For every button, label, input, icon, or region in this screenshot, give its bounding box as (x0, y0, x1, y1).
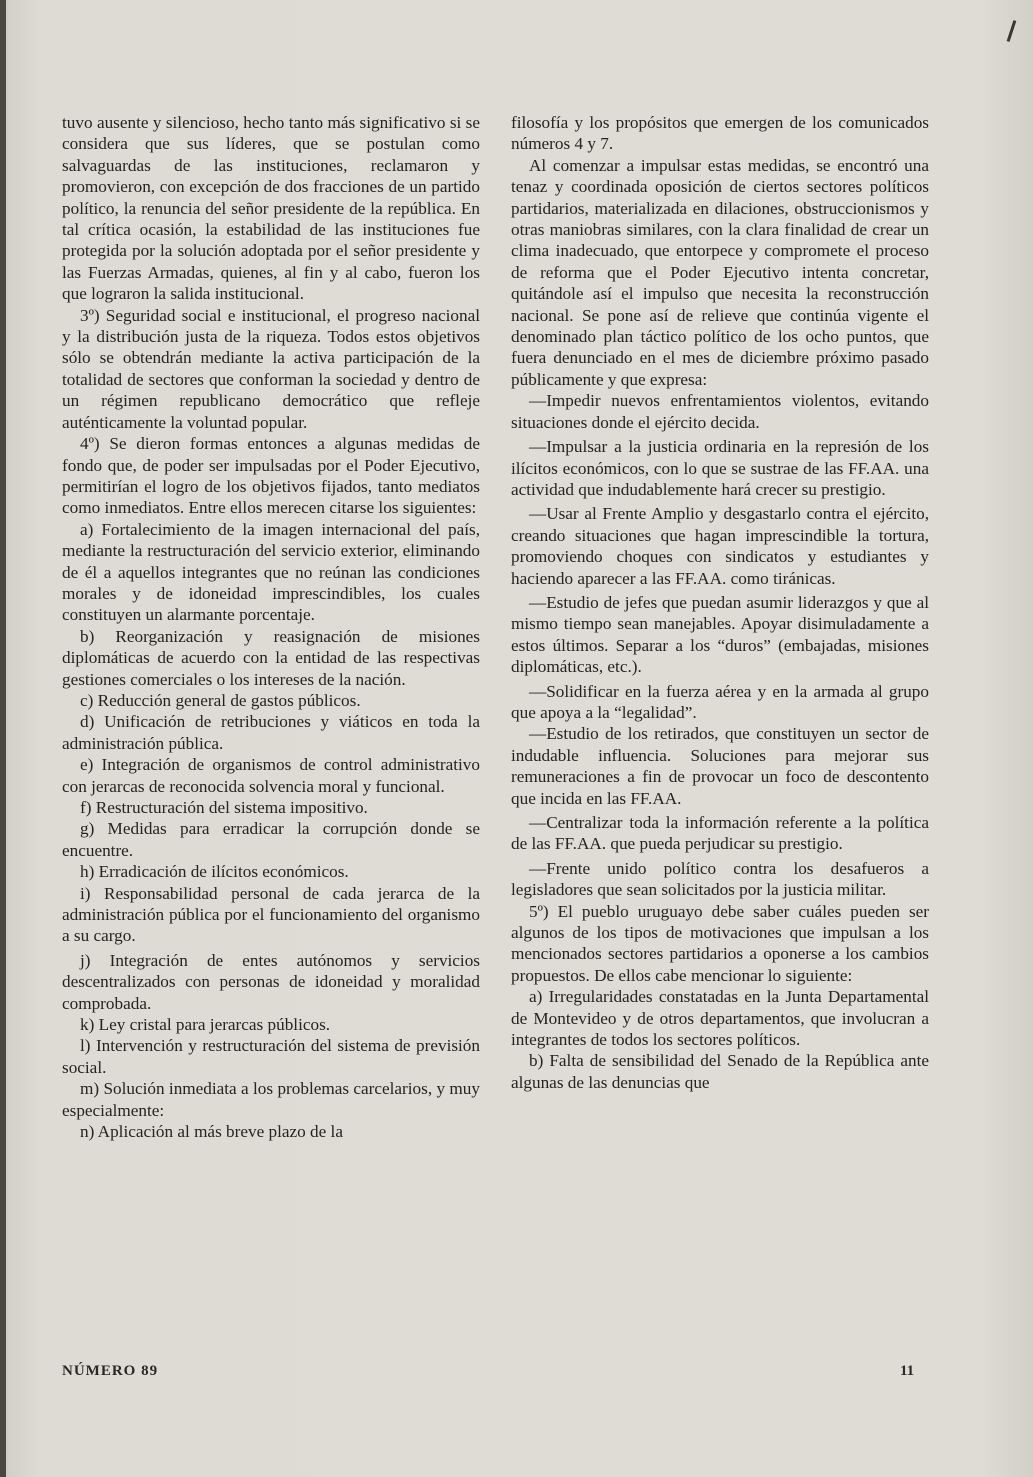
paragraph: 5º) El pueblo uruguayo debe saber cuáles pueden ser algunos de los tipos de motivaciones que impulsan a los mencionados sectores partidarios a oponerse a los cambios propuestos. De ellos cabe mencionar lo siguiente: (511, 901, 929, 985)
list-item: c) Reducción general de gastos públicos. (80, 690, 361, 710)
plan-item: —Usar al Frente Amplio y desgastarlo contra el ejército, creando situaciones que hagan imprescindible la tortura, promoviendo choques con sindicatos y estudiantes y haciendo aparecer a las FF.AA. como tiránicas. (511, 504, 929, 588)
paragraph: Al comenzar a impulsar estas medidas, se encontró una tenaz y coordinada oposición de ciertos sectores políticos partidarios, materializada en dilaciones, obstruccionismos y otras maniobras similares, con la clara finalidad de crear un clima inadecuado, que entorpece y compromete el proceso de reforma que el Poder Ejecutivo intenta concretar, quitándole así el impulso que necesita la reconstrucción nacional. Se pone así de relieve que continúa vigente el denominado plan táctico político de los ocho puntos, que fuera denunciado en el mes de diciembre próximo pasado públicamente y que expresa: (511, 155, 929, 389)
list-item: b) Reorganización y reasignación de misiones diplomáticas de acuerdo con la entidad de las respectivas gestiones comerciales o los intereses de la nación. (62, 626, 480, 689)
page-number: 11 (900, 1363, 915, 1379)
list-item: f) Restructuración del sistema impositivo. (80, 798, 368, 817)
list-item: a) Irregularidades constatadas en la Junta Departamental de Montevideo y de otros departamentos, que involucran a integrantes de todos los sectores políticos. (511, 987, 929, 1050)
right-column (511, 112, 929, 1093)
plan-item: —Frente unido político contra los desafueros a legisladores que sean solicitados por la justicia militar. (511, 858, 929, 900)
issue-label: NÚMERO 89 (62, 1363, 159, 1379)
ink-mark (1007, 20, 1017, 42)
plan-item: —Impulsar a la justicia ordinaria en la represión de los ilícitos económicos, con lo que se sustrae de las FF.AA. una actividad que indudablemente hará crecer su prestigio. (511, 437, 929, 499)
binding-edge (0, 0, 6, 1477)
plan-item: —Impedir nuevos enfrentamientos violentos, evitando situaciones donde el ejército decida. (511, 391, 929, 432)
plan-item: —Centralizar toda la información referente a la política de las FF.AA. que pueda perjudicar su prestigio. (511, 813, 929, 854)
list-item: j) Integración de entes autónomos y servicios descentralizados con personas de idoneidad y moralidad comprobada. (62, 950, 480, 1013)
plan-item: —Estudio de jefes que puedan asumir liderazgos y que al mismo tiempo sean manejables. Apoyar disimuladamente a estos últimos. Separar a los “duros” (embajadas, misiones diplomáticas, etc.). (511, 592, 929, 677)
list-item: e) Integración de organismos de control administrativo con jerarcas de reconocida solvencia moral y funcional. (62, 755, 480, 796)
list-item: k) Ley cristal para jerarcas públicos. (80, 1015, 331, 1035)
list-item: n) Aplicación al más breve plazo de la (80, 1122, 343, 1142)
list-item: m) Solución inmediata a los problemas carcelarios, y muy especialmente: (62, 1079, 480, 1120)
list-item: d) Unificación de retribuciones y viáticos en toda la administración pública. (62, 712, 480, 753)
list-item: l) Intervención y restructuración del sistema de previsión social. (62, 1036, 480, 1077)
list-item: g) Medidas para erradicar la corrupción donde se encuentre. (62, 819, 480, 860)
paragraph: 4º) Se dieron formas entonces a algunas medidas de fondo que, de poder ser impulsadas por el Poder Ejecutivo, permitirían el logro de los objetivos fijados, tanto mediatos como inmediatos. Entre ellos merecen citarse los siguientes: (62, 434, 480, 518)
paragraph: 3º) Seguridad social e institucional, el progreso nacional y la distribución justa de la riqueza. Todos estos objetivos sólo se obtendrán mediante la activa participación de la totalidad de sectores que conforman la sociedad y dentro de un régimen republicano democrático que refleje auténticamente la voluntad popular. (62, 305, 480, 432)
plan-item: —Estudio de los retirados, que constituyen un sector de indudable influencia. Soluciones para mejorar sus remuneraciones a fin de provocar un foco de descontento que incida en las FF.AA. (511, 724, 929, 808)
list-item: i) Responsabilidad personal de cada jerarca de la administración pública por el funcionamiento del organismo a su cargo. (62, 883, 480, 946)
left-column (62, 112, 480, 1143)
paragraph: tuvo ausente y silencioso, hecho tanto más significativo si se considera que sus líderes, que se postulan como salvaguardas de las instituciones, reclamaron y promovieron, con excepción de dos fracciones de un partido político, la renuncia del señor presidente de la república. En tal crítica ocasión, la estabilidad de las instituciones fue protegida por la solución adoptada por el señor presidente y las Fuerzas Armadas, quienes, al fin y al cabo, fueron los que lograron la salida institucional. (62, 113, 480, 304)
plan-item: —Solidificar en la fuerza aérea y en la armada al grupo que apoya a la “legalidad”. (511, 681, 929, 722)
list-item: h) Erradicación de ilícitos económicos. (80, 862, 349, 882)
paragraph: filosofía y los propósitos que emergen de los comunicados números 4 y 7. (511, 113, 929, 154)
list-item: b) Falta de sensibilidad del Senado de la República ante algunas de las denuncias que (511, 1051, 929, 1092)
list-item: a) Fortalecimiento de la imagen internacional del país, mediante la restructuración del servicio exterior, eliminando de él a aquellos integrantes que no reúnan las condiciones morales y de idoneidad imprescindibles, los cuales constituyen un alarmante porcentaje. (62, 519, 480, 625)
